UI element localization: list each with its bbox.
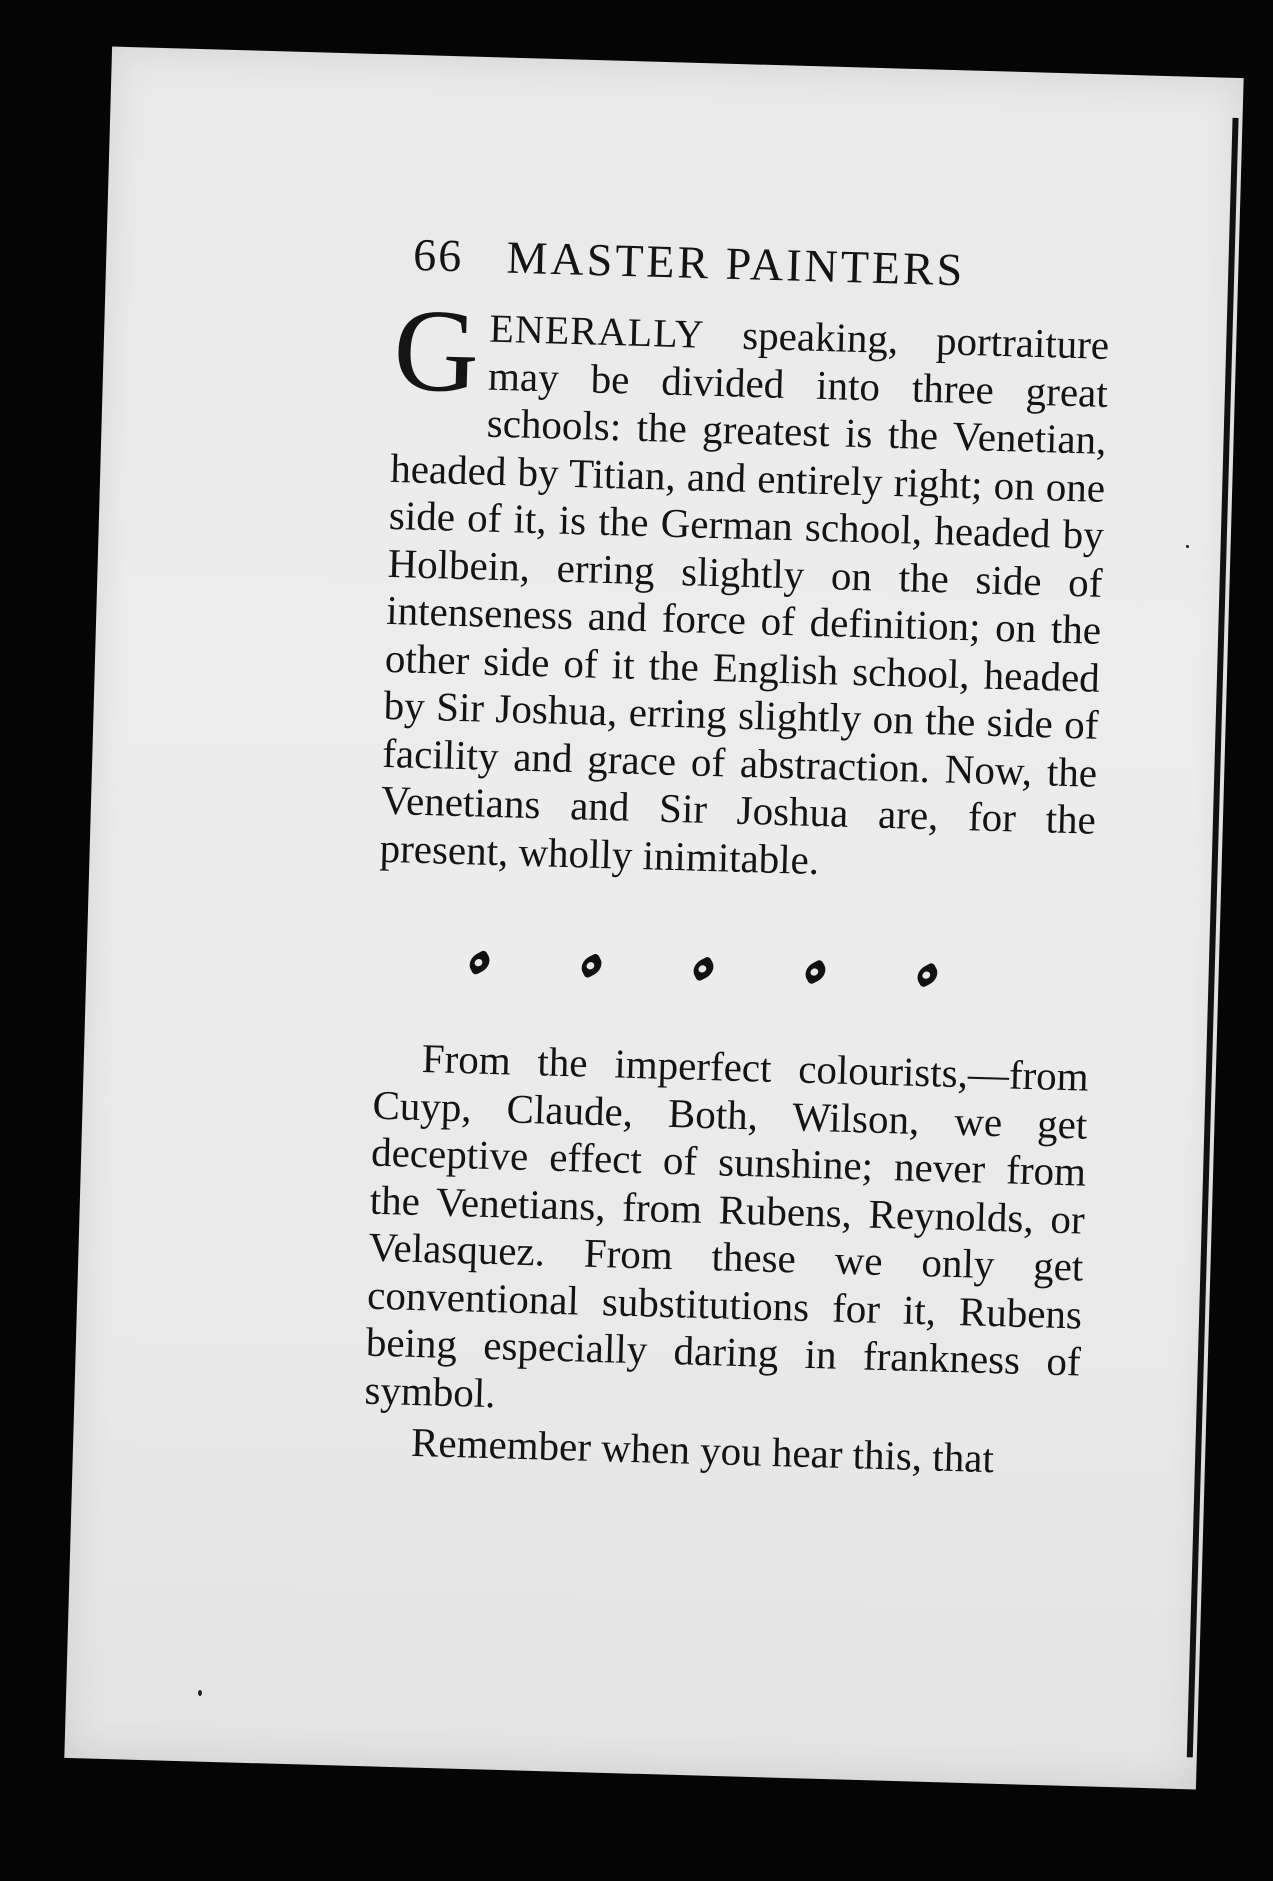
leaf-ornament-icon bbox=[913, 962, 941, 988]
body-text bbox=[363, 284, 1110, 1485]
lead-caps: ENERALLY bbox=[488, 305, 706, 357]
running-title: MASTER PAINTERS bbox=[506, 231, 966, 296]
leaf-ornament-icon bbox=[466, 949, 494, 975]
scan-speck bbox=[1186, 545, 1189, 548]
leaf-ornament-icon bbox=[801, 959, 829, 985]
paragraph-3: Remember when you hear this, that bbox=[410, 1418, 995, 1482]
page-gutter-edge bbox=[1187, 118, 1239, 1758]
leaf-ornament-icon bbox=[690, 956, 718, 982]
leaf-ornament-icon bbox=[578, 953, 606, 979]
page-number: 66 bbox=[412, 228, 464, 282]
paragraph-1 bbox=[379, 284, 1110, 892]
scan-speck bbox=[198, 1690, 202, 1696]
ornament-row bbox=[468, 932, 939, 1005]
paragraph-1-text: speaking, portraiture may be divided into three great schools: the greatest is the Venetian, headed by Titian, and entirely right; on one side of it, is the German school, headed by Holbein, erring slightly on the side of intenseness and force of definition; on the other side of it the English school, headed by Sir Joshua, erring slightly on the side of facility and grace of abstraction. Now, the Venetians and Sir Joshua are, for the present, wholly inimitable. bbox=[379, 310, 1110, 883]
paragraph-2: From the imperfect colourists,—from Cuyp, Claude, Both, Wilson, we get deceptive effect of sunshine; never from the Venetians, from Rubens, Reynolds, or Velasquez. From these we only get conventional substitutions for it, Rubens being especially daring in frankness of symbol. bbox=[363, 1035, 1090, 1416]
drop-cap: G bbox=[391, 284, 481, 418]
